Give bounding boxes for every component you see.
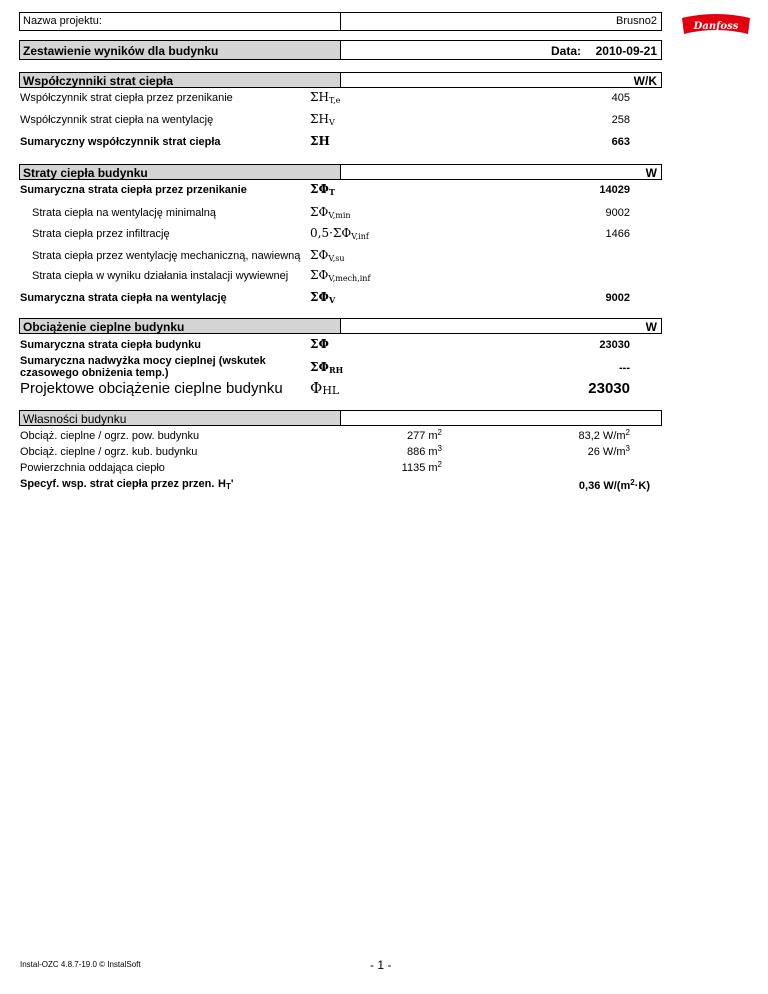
danfoss-logo-icon (678, 12, 754, 38)
row-value: 14029 (599, 184, 630, 196)
svg-text:Danfoss: Danfoss (693, 21, 739, 32)
row-symbol: ΣH (310, 134, 330, 148)
row-symbol: ΣΦ (310, 337, 329, 351)
row-label: Strata ciepła przez wentylację mechaniczną, nawiewną (32, 250, 301, 262)
row-symbol: $\Sigma\Phi_{V,mech,inf}$ (310, 268, 371, 283)
losses-unit-cell (340, 164, 662, 180)
row-label: Specyf. wsp. strat ciepła przez przen. (20, 478, 215, 490)
project-label: Nazwa projektu: (23, 15, 102, 27)
load-title: Obciążenie cieplne budynku (23, 320, 185, 334)
row-label: Strata ciepła na wentylację minimalną (32, 207, 217, 219)
load-unit-cell (340, 318, 662, 334)
danfoss-logo (678, 12, 754, 38)
project-name: Brusno2 (616, 15, 657, 27)
losses-unit: W (645, 166, 657, 180)
row-value: 9002 (605, 292, 630, 304)
coefficients-header (19, 72, 341, 88)
row-value: 9002 (605, 207, 630, 219)
row-label: Współczynnik strat ciepła przez przenikanie (20, 92, 233, 104)
load-unit: W (645, 320, 657, 334)
row-symbol: $\Sigma\Phi_{V,su}$ (310, 248, 345, 263)
row-label: Obciąż. cieplne / ogrz. kub. budynku (20, 446, 198, 458)
row-value: 0,36 $W/(m^2\cdot K)$ (578, 478, 650, 492)
date-cell (340, 40, 662, 60)
row-label: Powierzchnia oddająca ciepło (20, 462, 165, 474)
project-name-cell (340, 12, 662, 31)
row-label: Sumaryczna strata ciepła budynku (20, 339, 201, 351)
row-value: --- (619, 362, 630, 374)
losses-header (19, 164, 341, 180)
row-symbol: $H_T'$ (218, 478, 234, 491)
row-value: 663 (611, 136, 630, 148)
properties-header (19, 410, 341, 426)
row-value: 258 (611, 114, 630, 126)
row-label: Projektowe obciążenie cieplne budynku (20, 380, 283, 397)
properties-title: Własności budynku (23, 412, 127, 426)
row-value-1: 277 $m^2$ (406, 428, 442, 442)
row-symbol: $\Phi_{HL}$ (310, 379, 340, 397)
row-symbol: $\Sigma\Phi_{RH}$ (310, 360, 344, 375)
row-label: Strata ciepła przez infiltrację (32, 228, 170, 240)
page-number: - 1 - (370, 958, 392, 972)
load-header (19, 318, 341, 334)
row-label: Sumaryczna strata ciepła na wentylację (20, 292, 227, 304)
date-label: Data: (550, 44, 581, 58)
row-value: 405 (611, 92, 630, 104)
row-value-2: 83,2 $W/m^2$ (578, 428, 630, 442)
row-label: Sumaryczny współczynnik strat ciepła (20, 136, 221, 148)
project-label-cell (19, 12, 341, 31)
row-value: 1466 (605, 228, 630, 240)
summary-title-cell (19, 40, 341, 60)
software-credit: Instal-OZC 4.8.7-19.0 © InstalSoft (20, 960, 141, 969)
row-symbol: $\Sigma\Phi_T$ (310, 182, 335, 197)
row-label: Sumaryczna strata ciepła przez przenikanie (20, 184, 247, 196)
row-symbol: $\Sigma H_V$ (310, 112, 335, 127)
row-symbol: $\Sigma\Phi_V$ (310, 290, 336, 305)
row-label: Strata ciepła w wyniku działania instalacji wywiewnej (32, 270, 289, 282)
coefficients-unit-cell (340, 72, 662, 88)
coefficients-unit: W/K (633, 74, 657, 88)
row-value-1: 1135 $m^2$ (401, 460, 442, 474)
row-label: Obciąż. cieplne / ogrz. pow. budynku (20, 430, 200, 442)
row-value-1: 886 $m^3$ (406, 444, 442, 458)
row-label: Współczynnik strat ciepła na wentylację (20, 114, 214, 126)
date-value: 2010-09-21 (595, 44, 657, 58)
losses-title: Straty ciepła budynku (23, 166, 148, 180)
row-symbol: $\Sigma H_{T,e}$ (310, 90, 341, 105)
row-label: Sumaryczna nadwyżka mocy cieplnej (wskutek czasowego obniżenia temp.) (20, 355, 266, 379)
properties-unit-cell (340, 410, 662, 426)
coefficients-title: Współczynniki strat ciepła (23, 74, 174, 88)
row-symbol: $0,5\cdot\Sigma\Phi_{V,inf}$ (310, 226, 369, 241)
row-value: 23030 (599, 339, 630, 351)
row-value-2: 26 $W/m^3$ (587, 444, 630, 458)
row-symbol: $\Sigma\Phi_{V,min}$ (310, 205, 351, 220)
summary-title: Zestawienie wyników dla budynku (23, 44, 219, 58)
row-value: 23030 (588, 380, 630, 397)
